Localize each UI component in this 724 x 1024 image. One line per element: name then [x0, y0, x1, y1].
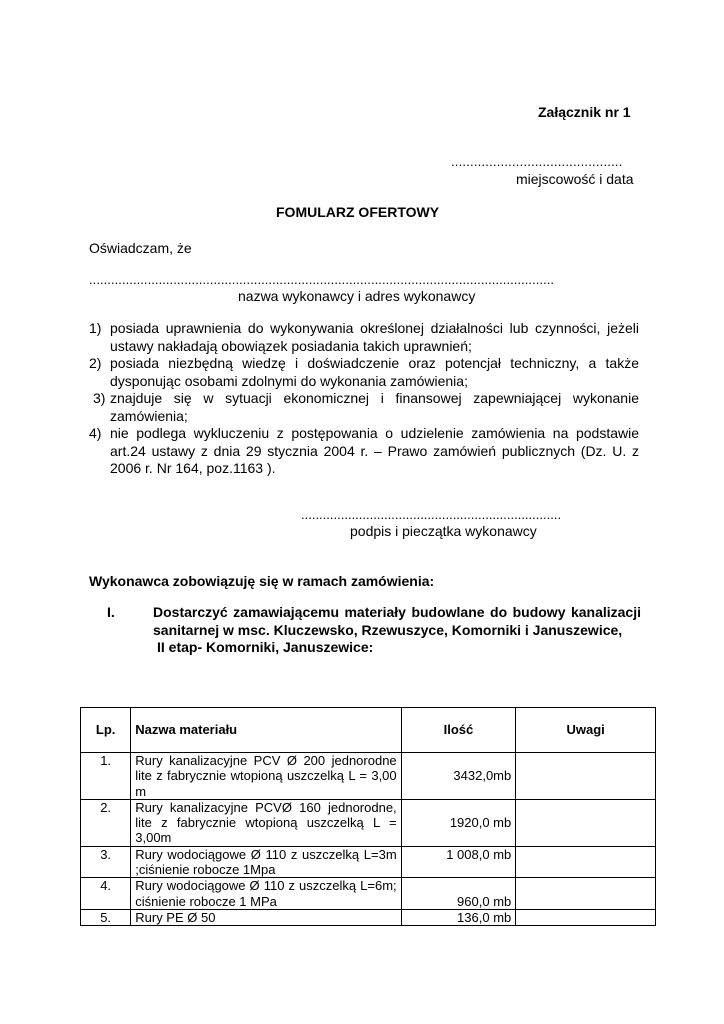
header-qty: Ilość: [401, 708, 516, 753]
declarations-list: [89, 320, 639, 478]
intro-text: Oświadczam, że: [89, 240, 192, 256]
row-name: Rury kanalizacyjne PCVØ 160 jednorodne, lite z fabrycznie wtopioną uszczelką L = 3,00m: [131, 799, 401, 846]
header-lp: Lp.: [81, 708, 131, 753]
table-row: [81, 799, 656, 846]
row-notes: [516, 799, 656, 846]
declaration-text: znajduje się w sytuacji ekonomicznej i finansowej zapewniającej wykonanie zamówienia;: [110, 390, 639, 424]
row-name: Rury kanalizacyjne PCV Ø 200 jednorodne lite z fabrycznie wtopioną uszczelką L = 3,00 m: [131, 753, 401, 800]
declaration-item: [89, 390, 639, 425]
declaration-num: 2): [89, 355, 102, 371]
declaration-text: posiada niezbędną wiedzę i doświadczenie oraz potencjał techniczny, a także dysponując osobami zdolnymi do wykonania zamówienia;: [110, 355, 639, 389]
row-lp: 5.: [81, 909, 131, 925]
section-num: I.: [107, 604, 115, 620]
signature-label: podpis i pieczątka wykonawcy: [350, 523, 537, 539]
header-notes: Uwagi: [516, 708, 656, 753]
row-lp: 1.: [81, 753, 131, 800]
contractor-dots: ...............................................................................................................................: [89, 272, 555, 287]
declaration-num: 4): [89, 425, 102, 441]
declaration-item: [89, 425, 639, 478]
row-qty: 3432,0mb: [401, 753, 516, 800]
declaration-item: [89, 355, 639, 390]
date-label: miejscowość i data: [516, 171, 634, 187]
row-notes: [516, 846, 656, 878]
table-row: [81, 909, 656, 925]
section-text: Dostarczyć zamawiającemu materiały budowlane do budowy kanalizacji sanitarnej w msc. Kluczewsko, Rzewuszyce, Komorniki i Januszewice,: [153, 604, 641, 638]
declaration-num: 1): [89, 320, 102, 336]
commitment-heading: Wykonawca zobowiązuję się w ramach zamówienia:: [89, 573, 435, 589]
row-name: Rury wodociągowe Ø 110 z uszczelką L=3m ;ciśnienie robocze 1Mpa: [131, 846, 401, 878]
row-notes: [516, 753, 656, 800]
row-qty: 136,0 mb: [401, 909, 516, 925]
signature-dots: ........................................................................: [301, 507, 562, 522]
section-one: [107, 604, 641, 657]
declaration-text: posiada uprawnienia do wykonywania określonej działalności lub czynności, jeżeli ustawy nakładają obowiązek posiadania takich uprawnień;: [110, 320, 639, 354]
row-name: Rury PE Ø 50: [131, 909, 401, 925]
table-row: [81, 753, 656, 800]
row-lp: 3.: [81, 846, 131, 878]
declaration-item: [89, 320, 639, 355]
declaration-num: 3): [93, 390, 106, 406]
table-header-row: [81, 708, 656, 753]
row-lp: 2.: [81, 799, 131, 846]
row-qty: 1 008,0 mb: [401, 846, 516, 878]
table-row: [81, 878, 656, 910]
table-row: [81, 846, 656, 878]
attachment-label: Załącznik nr 1: [538, 104, 631, 120]
row-name: Rury wodociągowe Ø 110 z uszczelką L=6m; ciśnienie robocze 1 MPa: [131, 878, 401, 910]
row-notes: [516, 878, 656, 910]
header-name: Nazwa materiału: [131, 708, 401, 753]
row-qty: 1920,0 mb: [401, 799, 516, 846]
materials-table: [80, 707, 656, 926]
row-lp: 4.: [81, 878, 131, 910]
declaration-text: nie podlega wykluczeniu z postępowania o udzielenie zamówienia na podstawie art.24 ustawy z dnia 29 stycznia 2004 r. – Prawo zamówień publicznych (Dz. U. z 2006 r. Nr 164, poz.1163 ).: [110, 425, 639, 476]
row-qty: 960,0 mb: [401, 878, 516, 910]
section-stage: II etap- Komorniki, Januszewice:: [157, 639, 374, 655]
row-notes: [516, 909, 656, 925]
page-title: FOMULARZ OFERTOWY: [276, 204, 440, 220]
contractor-label: nazwa wykonawcy i adres wykonawcy: [238, 288, 476, 304]
date-dots: .............................................: [451, 154, 623, 169]
